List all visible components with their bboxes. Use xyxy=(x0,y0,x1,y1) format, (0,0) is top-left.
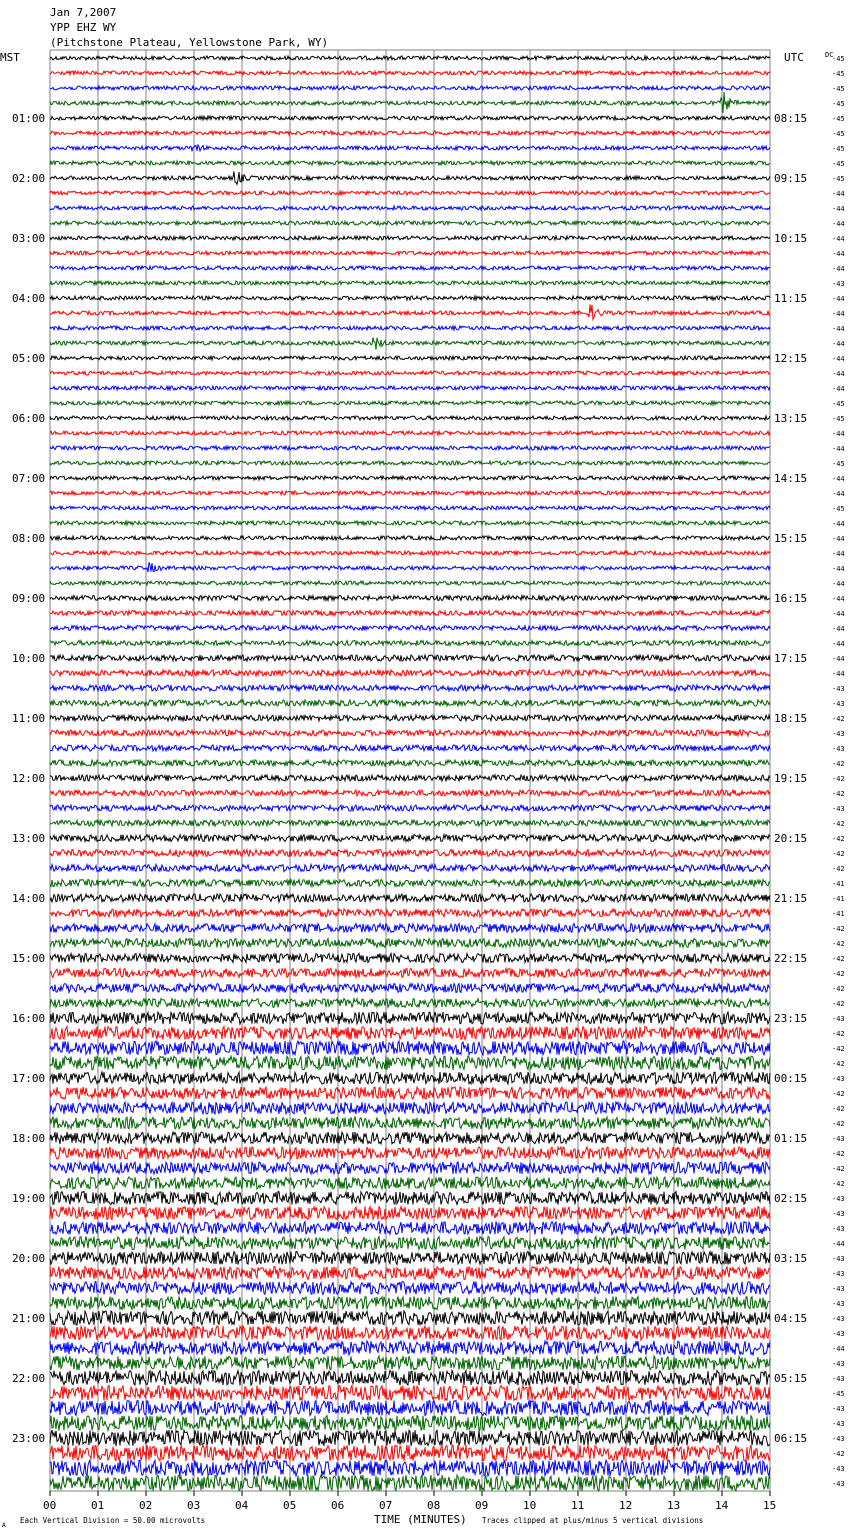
mst-hour-label: 19:00 xyxy=(12,1192,46,1205)
dc-offset-label: -44 xyxy=(832,265,845,273)
corner-mark: A xyxy=(2,1522,6,1529)
seismic-trace xyxy=(50,730,770,736)
seismic-trace xyxy=(50,1386,770,1401)
seismic-trace xyxy=(50,835,770,842)
dc-offset-label: -44 xyxy=(832,235,845,243)
dc-offset-label: -42 xyxy=(832,1030,845,1038)
seismic-trace xyxy=(50,1371,770,1386)
dc-offset-label: -43 xyxy=(832,1300,845,1308)
dc-offset-label: -41 xyxy=(832,895,845,903)
seismic-trace xyxy=(50,116,770,120)
seismic-trace xyxy=(50,562,770,572)
seismic-trace xyxy=(50,984,770,993)
dc-offset-label: -43 xyxy=(832,805,845,813)
seismic-trace xyxy=(50,685,770,691)
utc-hour-label: 20:15 xyxy=(774,832,808,845)
dc-offset-label: -42 xyxy=(832,1090,845,1098)
seismic-trace xyxy=(50,641,770,646)
dc-offset-label: -44 xyxy=(832,655,845,663)
seismic-trace xyxy=(50,1356,770,1370)
dc-offset-label: -43 xyxy=(832,1435,845,1443)
dc-offset-label: -45 xyxy=(832,400,845,408)
seismic-trace xyxy=(50,461,770,465)
dc-offset-label: -44 xyxy=(832,535,845,543)
dc-offset-label: -44 xyxy=(832,295,845,303)
seismic-traces xyxy=(50,56,770,1491)
dc-offset-label: -44 xyxy=(832,220,845,228)
seismic-trace xyxy=(50,161,770,165)
seismic-trace xyxy=(50,1117,770,1129)
seismic-trace xyxy=(50,760,770,766)
dc-offset-label: -45 xyxy=(832,160,845,168)
utc-hour-label: 04:15 xyxy=(774,1312,808,1325)
dc-offset-label: -43 xyxy=(832,1480,845,1488)
dc-offset-label: -44 xyxy=(832,550,845,558)
dc-offset-label: -42 xyxy=(832,835,845,843)
dc-offset-label: -42 xyxy=(832,970,845,978)
utc-hour-labels xyxy=(774,112,807,1445)
dc-offset-label: -44 xyxy=(832,625,845,633)
mst-hour-label: 02:00 xyxy=(12,172,46,185)
seismic-trace xyxy=(50,1087,770,1099)
utc-hour-label: 10:15 xyxy=(774,232,808,245)
dc-offset-label: -42 xyxy=(832,865,845,873)
utc-hour-label: 13:15 xyxy=(774,412,808,425)
dc-offset-label: -43 xyxy=(832,1210,845,1218)
x-tick-label: 12 xyxy=(619,1499,633,1512)
seismic-trace xyxy=(50,221,770,225)
seismic-trace xyxy=(50,670,770,676)
seismic-trace xyxy=(50,1207,770,1220)
seismic-trace xyxy=(50,1222,770,1235)
dc-offset-label: -45 xyxy=(832,145,845,153)
seismic-trace xyxy=(50,431,770,435)
seismic-trace xyxy=(50,596,770,601)
dc-offset-label: -42 xyxy=(832,985,845,993)
seismic-trace xyxy=(50,86,770,90)
seismic-trace xyxy=(50,356,770,360)
x-tick-label: 09 xyxy=(475,1499,489,1512)
seismic-trace xyxy=(50,1460,770,1476)
dc-offset-label: -44 xyxy=(832,340,845,348)
dc-offset-label: -42 xyxy=(832,955,845,963)
x-tick-label: 13 xyxy=(667,1499,681,1512)
left-timezone-label: MST xyxy=(0,51,20,64)
dc-offset-label: -42 xyxy=(832,1150,845,1158)
x-tick-label: 05 xyxy=(283,1499,297,1512)
dc-offset-label: -43 xyxy=(832,1195,845,1203)
dc-offset-label: -44 xyxy=(832,640,845,648)
seismic-trace xyxy=(50,1267,770,1280)
dc-offset-label: -44 xyxy=(832,430,845,438)
x-tick-label: 01 xyxy=(91,1499,105,1512)
dc-offset-label: -43 xyxy=(832,1225,845,1233)
seismic-trace xyxy=(50,446,770,450)
seismic-trace xyxy=(50,1341,770,1355)
seismic-trace xyxy=(50,954,770,963)
x-axis-title: TIME (MINUTES) xyxy=(374,1513,467,1526)
mst-hour-label: 22:00 xyxy=(12,1372,46,1385)
x-tick-label: 15 xyxy=(763,1499,777,1512)
utc-hour-label: 19:15 xyxy=(774,772,808,785)
dc-offset-label: -43 xyxy=(832,1015,845,1023)
dc-offset-label: -43 xyxy=(832,1405,845,1413)
dc-offset-label: -45 xyxy=(832,415,845,423)
mst-hour-label: 08:00 xyxy=(12,532,46,545)
seismic-trace xyxy=(50,745,770,751)
dc-offset-label: -45 xyxy=(832,505,845,513)
seismic-trace xyxy=(50,581,770,585)
dc-offset-label: -43 xyxy=(832,1270,845,1278)
dc-label: DC xyxy=(825,51,834,59)
dc-offset-label: -41 xyxy=(832,910,845,918)
mst-hour-label: 06:00 xyxy=(12,412,46,425)
seismic-trace xyxy=(50,1072,770,1084)
seismic-trace xyxy=(50,386,770,390)
utc-hour-label: 11:15 xyxy=(774,292,808,305)
dc-offset-label: -43 xyxy=(832,1360,845,1368)
utc-hour-label: 06:15 xyxy=(774,1432,808,1445)
mst-hour-labels xyxy=(12,112,45,1445)
dc-offset-label: -45 xyxy=(832,460,845,468)
dc-offset-label: -42 xyxy=(832,1120,845,1128)
dc-offset-label: -42 xyxy=(832,775,845,783)
seismic-trace xyxy=(50,1430,770,1446)
x-tick-label: 04 xyxy=(235,1499,249,1512)
seismic-trace xyxy=(50,326,770,330)
utc-hour-label: 17:15 xyxy=(774,652,808,665)
seismic-trace xyxy=(50,865,770,872)
footer-scale-note: Each Vertical Division = 50.00 microvolts xyxy=(20,1516,206,1525)
mst-hour-label: 20:00 xyxy=(12,1252,46,1265)
header-location: (Pitchstone Plateau, Yellowstone Park, WY) xyxy=(50,36,329,49)
seismic-trace xyxy=(50,236,770,240)
dc-offset-label: -45 xyxy=(832,55,845,63)
utc-hour-label: 01:15 xyxy=(774,1132,808,1145)
seismic-trace xyxy=(50,506,770,510)
mst-hour-label: 07:00 xyxy=(12,472,46,485)
seismic-trace xyxy=(50,850,770,857)
utc-hour-label: 15:15 xyxy=(774,532,808,545)
dc-offset-label: -45 xyxy=(832,70,845,78)
dc-offset-label: -43 xyxy=(832,745,845,753)
x-tick-label: 08 xyxy=(427,1499,441,1512)
dc-offset-label: -43 xyxy=(832,1255,845,1263)
dc-offset-label: -44 xyxy=(832,325,845,333)
dc-offset-label: -42 xyxy=(832,925,845,933)
dc-offset-label: -43 xyxy=(832,685,845,693)
seismic-trace xyxy=(50,304,770,319)
dc-offset-label: -45 xyxy=(832,115,845,123)
seismic-trace xyxy=(50,1102,770,1114)
seismic-trace xyxy=(50,536,770,540)
seismic-trace xyxy=(50,416,770,420)
utc-hour-label: 03:15 xyxy=(774,1252,808,1265)
dc-offset-label: -44 xyxy=(832,445,845,453)
dc-offset-label: -42 xyxy=(832,1045,845,1053)
dc-offset-label: -42 xyxy=(832,715,845,723)
seismic-trace xyxy=(50,1177,770,1189)
dc-offset-label: -44 xyxy=(832,250,845,258)
seismic-trace xyxy=(50,1475,770,1491)
utc-hour-label: 09:15 xyxy=(774,172,808,185)
seismic-trace xyxy=(50,999,770,1008)
mst-hour-label: 21:00 xyxy=(12,1312,46,1325)
dc-offset-label: -44 xyxy=(832,580,845,588)
dc-offset-label: -44 xyxy=(832,355,845,363)
mst-hour-label: 18:00 xyxy=(12,1132,46,1145)
dc-offset-label: -44 xyxy=(832,190,845,198)
dc-offset-label: -43 xyxy=(832,280,845,288)
dc-offset-label: -43 xyxy=(832,1315,845,1323)
seismic-trace xyxy=(50,1132,770,1144)
mst-hour-label: 23:00 xyxy=(12,1432,46,1445)
seismic-trace xyxy=(50,206,770,210)
utc-hour-label: 23:15 xyxy=(774,1012,808,1025)
seismic-trace xyxy=(50,1237,770,1250)
seismic-trace xyxy=(50,655,770,661)
utc-hour-label: 12:15 xyxy=(774,352,808,365)
header-station: YPP EHZ WY xyxy=(50,21,117,34)
x-tick-label: 07 xyxy=(379,1499,393,1512)
mst-hour-label: 13:00 xyxy=(12,832,46,845)
seismic-trace xyxy=(50,71,770,75)
seismic-trace xyxy=(50,909,770,917)
x-tick-label: 06 xyxy=(331,1499,345,1512)
dc-offset-label: -42 xyxy=(832,820,845,828)
seismic-trace xyxy=(50,401,770,405)
seismic-trace xyxy=(50,491,770,495)
utc-hour-label: 16:15 xyxy=(774,592,808,605)
mst-hour-label: 16:00 xyxy=(12,1012,46,1025)
seismic-trace xyxy=(50,371,770,375)
seismic-trace xyxy=(50,1445,770,1461)
seismic-trace xyxy=(50,924,770,933)
dc-offset-label: -45 xyxy=(832,85,845,93)
dc-offset-label: -42 xyxy=(832,760,845,768)
dc-offset-label: -42 xyxy=(832,850,845,858)
dc-offset-label: -44 xyxy=(832,520,845,528)
seismic-trace xyxy=(50,715,770,721)
mst-hour-label: 03:00 xyxy=(12,232,46,245)
mst-hour-label: 01:00 xyxy=(12,112,46,125)
mst-hour-label: 05:00 xyxy=(12,352,46,365)
seismic-trace xyxy=(50,1311,770,1325)
dc-offset-label: -42 xyxy=(832,790,845,798)
seismic-trace xyxy=(50,1252,770,1265)
seismic-trace xyxy=(50,1416,770,1431)
x-axis xyxy=(43,1491,776,1512)
seismic-trace xyxy=(50,880,770,887)
dc-offset-label: -44 xyxy=(832,1345,845,1353)
utc-hour-label: 08:15 xyxy=(774,112,808,125)
dc-offset-label: -44 xyxy=(832,565,845,573)
dc-offset-label: -41 xyxy=(832,880,845,888)
seismic-trace xyxy=(50,131,770,135)
dc-offset-labels xyxy=(832,55,845,1488)
seismic-trace xyxy=(50,1326,770,1340)
seismic-trace xyxy=(50,1297,770,1310)
seismic-trace xyxy=(50,790,770,796)
header-date: Jan 7,2007 xyxy=(50,6,117,19)
right-timezone-label: UTC xyxy=(784,51,804,64)
seismic-trace xyxy=(50,521,770,525)
seismic-trace xyxy=(50,894,770,902)
dc-offset-label: -43 xyxy=(832,700,845,708)
seismic-trace xyxy=(50,476,770,480)
mst-hour-label: 11:00 xyxy=(12,712,46,725)
utc-hour-label: 22:15 xyxy=(774,952,808,965)
mst-hour-label: 12:00 xyxy=(12,772,46,785)
seismic-trace xyxy=(50,939,770,948)
seismic-trace xyxy=(50,1027,770,1040)
dc-offset-label: -44 xyxy=(832,370,845,378)
dc-offset-label: -43 xyxy=(832,1285,845,1293)
seismic-trace xyxy=(50,191,770,195)
utc-hour-label: 18:15 xyxy=(774,712,808,725)
dc-offset-label: -44 xyxy=(832,670,845,678)
seismic-trace xyxy=(50,266,770,270)
utc-hour-label: 14:15 xyxy=(774,472,808,485)
dc-offset-label: -43 xyxy=(832,1330,845,1338)
seismic-trace xyxy=(50,338,770,350)
dc-offset-label: -45 xyxy=(832,175,845,183)
seismic-trace xyxy=(50,1401,770,1416)
seismic-trace xyxy=(50,775,770,781)
dc-offset-label: -44 xyxy=(832,475,845,483)
seismic-trace xyxy=(50,820,770,826)
seismic-trace xyxy=(50,1041,770,1055)
seismic-trace xyxy=(50,805,770,811)
dc-offset-label: -42 xyxy=(832,1180,845,1188)
dc-offset-label: -45 xyxy=(832,130,845,138)
footer-clip-note: Traces clipped at plus/minus 5 vertical divisions xyxy=(482,1516,704,1525)
dc-offset-label: -42 xyxy=(832,1105,845,1113)
seismic-trace xyxy=(50,1056,770,1070)
seismic-trace xyxy=(50,626,770,631)
dc-offset-label: -44 xyxy=(832,490,845,498)
dc-offset-label: -42 xyxy=(832,1060,845,1068)
dc-offset-label: -45 xyxy=(832,1390,845,1398)
seismic-trace xyxy=(50,281,770,285)
seismic-trace xyxy=(50,145,770,151)
seismic-trace xyxy=(50,251,770,255)
seismic-trace xyxy=(50,1012,770,1024)
dc-offset-label: -42 xyxy=(832,1165,845,1173)
dc-offset-label: -43 xyxy=(832,1420,845,1428)
dc-offset-label: -44 xyxy=(832,310,845,318)
x-tick-label: 03 xyxy=(187,1499,201,1512)
seismic-trace xyxy=(50,700,770,706)
dc-offset-label: -43 xyxy=(832,1465,845,1473)
seismic-trace xyxy=(50,172,770,185)
dc-offset-label: -44 xyxy=(832,1240,845,1248)
seismic-trace xyxy=(50,92,770,113)
mst-hour-label: 14:00 xyxy=(12,892,46,905)
dc-offset-label: -42 xyxy=(832,1000,845,1008)
dc-offset-label: -43 xyxy=(832,1135,845,1143)
seismic-trace xyxy=(50,1147,770,1159)
x-tick-label: 00 xyxy=(43,1499,57,1512)
seismic-trace xyxy=(50,56,770,60)
seismic-trace xyxy=(50,296,770,300)
seismic-trace xyxy=(50,1192,770,1205)
utc-hour-label: 02:15 xyxy=(774,1192,808,1205)
x-tick-label: 10 xyxy=(523,1499,537,1512)
dc-offset-label: -42 xyxy=(832,940,845,948)
seismic-trace xyxy=(50,1282,770,1295)
dc-offset-label: -44 xyxy=(832,385,845,393)
dc-offset-label: -45 xyxy=(832,100,845,108)
mst-hour-label: 17:00 xyxy=(12,1072,46,1085)
utc-hour-label: 21:15 xyxy=(774,892,808,905)
seismic-trace xyxy=(50,1162,770,1174)
mst-hour-label: 15:00 xyxy=(12,952,46,965)
seismic-trace xyxy=(50,969,770,978)
dc-offset-label: -43 xyxy=(832,730,845,738)
dc-offset-label: -44 xyxy=(832,205,845,213)
mst-hour-label: 04:00 xyxy=(12,292,46,305)
dc-offset-label: -43 xyxy=(832,1075,845,1083)
seismic-trace xyxy=(50,551,770,555)
utc-hour-label: 05:15 xyxy=(774,1372,808,1385)
x-tick-label: 14 xyxy=(715,1499,729,1512)
x-tick-label: 11 xyxy=(571,1499,585,1512)
x-tick-label: 02 xyxy=(139,1499,153,1512)
dc-offset-label: -42 xyxy=(832,1450,845,1458)
utc-hour-label: 00:15 xyxy=(774,1072,808,1085)
mst-hour-label: 10:00 xyxy=(12,652,46,665)
seismic-trace xyxy=(50,611,770,616)
dc-offset-label: -43 xyxy=(832,1375,845,1383)
dc-offset-label: -44 xyxy=(832,610,845,618)
mst-hour-label: 09:00 xyxy=(12,592,46,605)
dc-offset-label: -44 xyxy=(832,595,845,603)
